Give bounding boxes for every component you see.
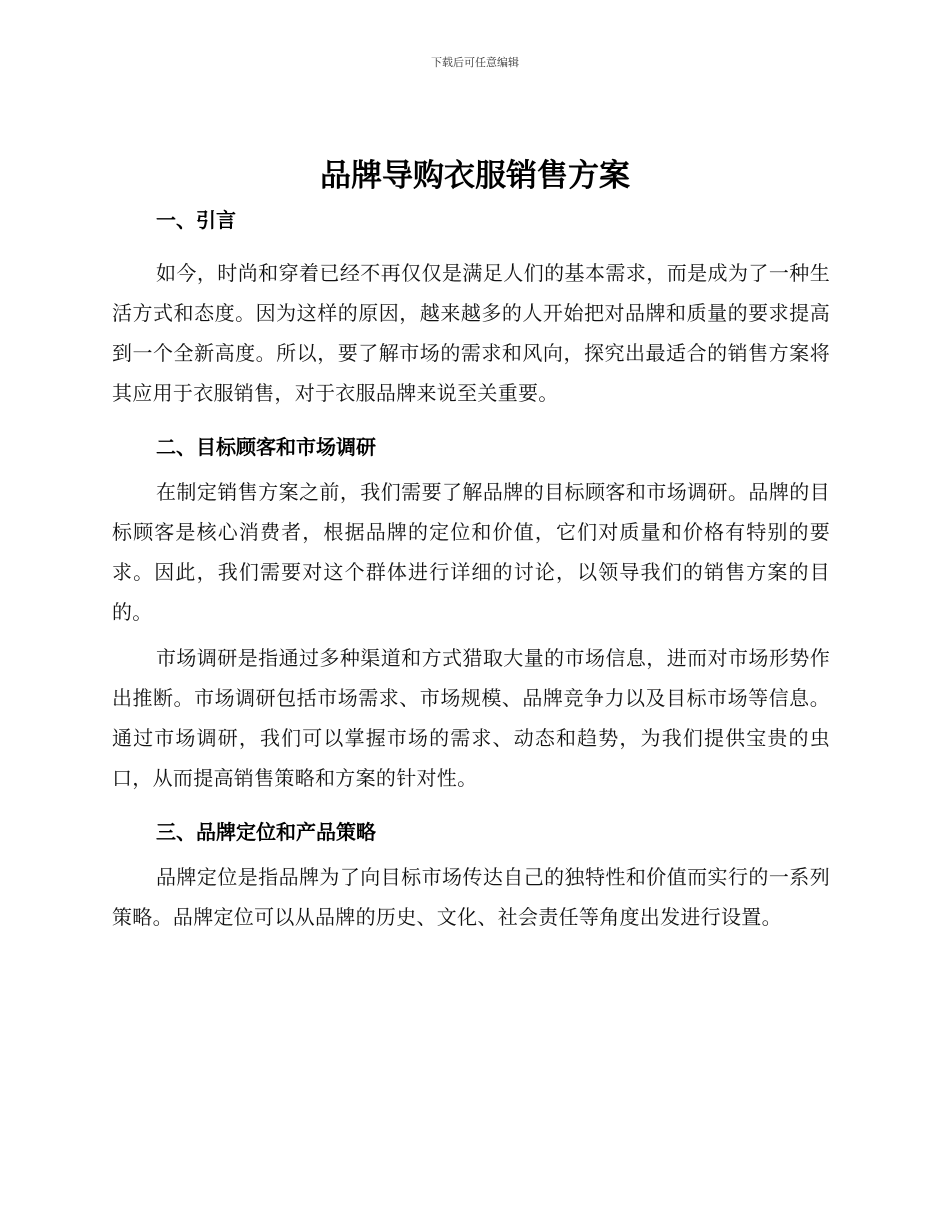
- brand-positioning-paragraph: 品牌定位是指品牌为了向目标市场传达自己的独特性和价值而实行的一系列策略。品牌定位可以从品牌的历史、文化、社会责任等角度出发进行设置。: [112, 865, 830, 929]
- intro-paragraph: 如今，时尚和穿着已经不再仅仅是满足人们的基本需求，而是成为了一种生活方式和态度。因为这样的原因，越来越多的人开始把对品牌和质量的要求提高到一个全新高度。所以，要了解市场的需求和风向，探究出最适合的销售方案将其应用于衣服销售，对于衣服品牌来说至关重要。: [112, 261, 830, 405]
- market-research-paragraph: 市场调研是指通过多种渠道和方式猎取大量的市场信息，进而对市场形势作出推断。市场调研包括市场需求、市场规模、品牌竞争力以及目标市场等信息。通过市场调研，我们可以掌握市场的需求、动态和趋势，为我们提供宝贵的虫口，从而提高销售策略和方案的针对性。: [112, 646, 830, 790]
- document-body: [112, 201, 830, 937]
- section-heading-brand-positioning: 三、品牌定位和产品策略: [156, 820, 376, 844]
- header-note: 下载后可任意编辑: [431, 56, 519, 69]
- target-customers-paragraph: 在制定销售方案之前，我们需要了解品牌的目标顾客和市场调研。品牌的目标顾客是核心消费者，根据品牌的定位和价值，它们对质量和价格有特别的要求。因此，我们需要对这个群体进行详细的讨论，以领导我们的销售方案的目的。: [112, 480, 830, 624]
- section-heading-intro: 一、引言: [156, 208, 236, 232]
- document-title: 品牌导购衣服销售方案: [320, 158, 630, 194]
- section-heading-target-customers: 二、目标顾客和市场调研: [156, 435, 376, 459]
